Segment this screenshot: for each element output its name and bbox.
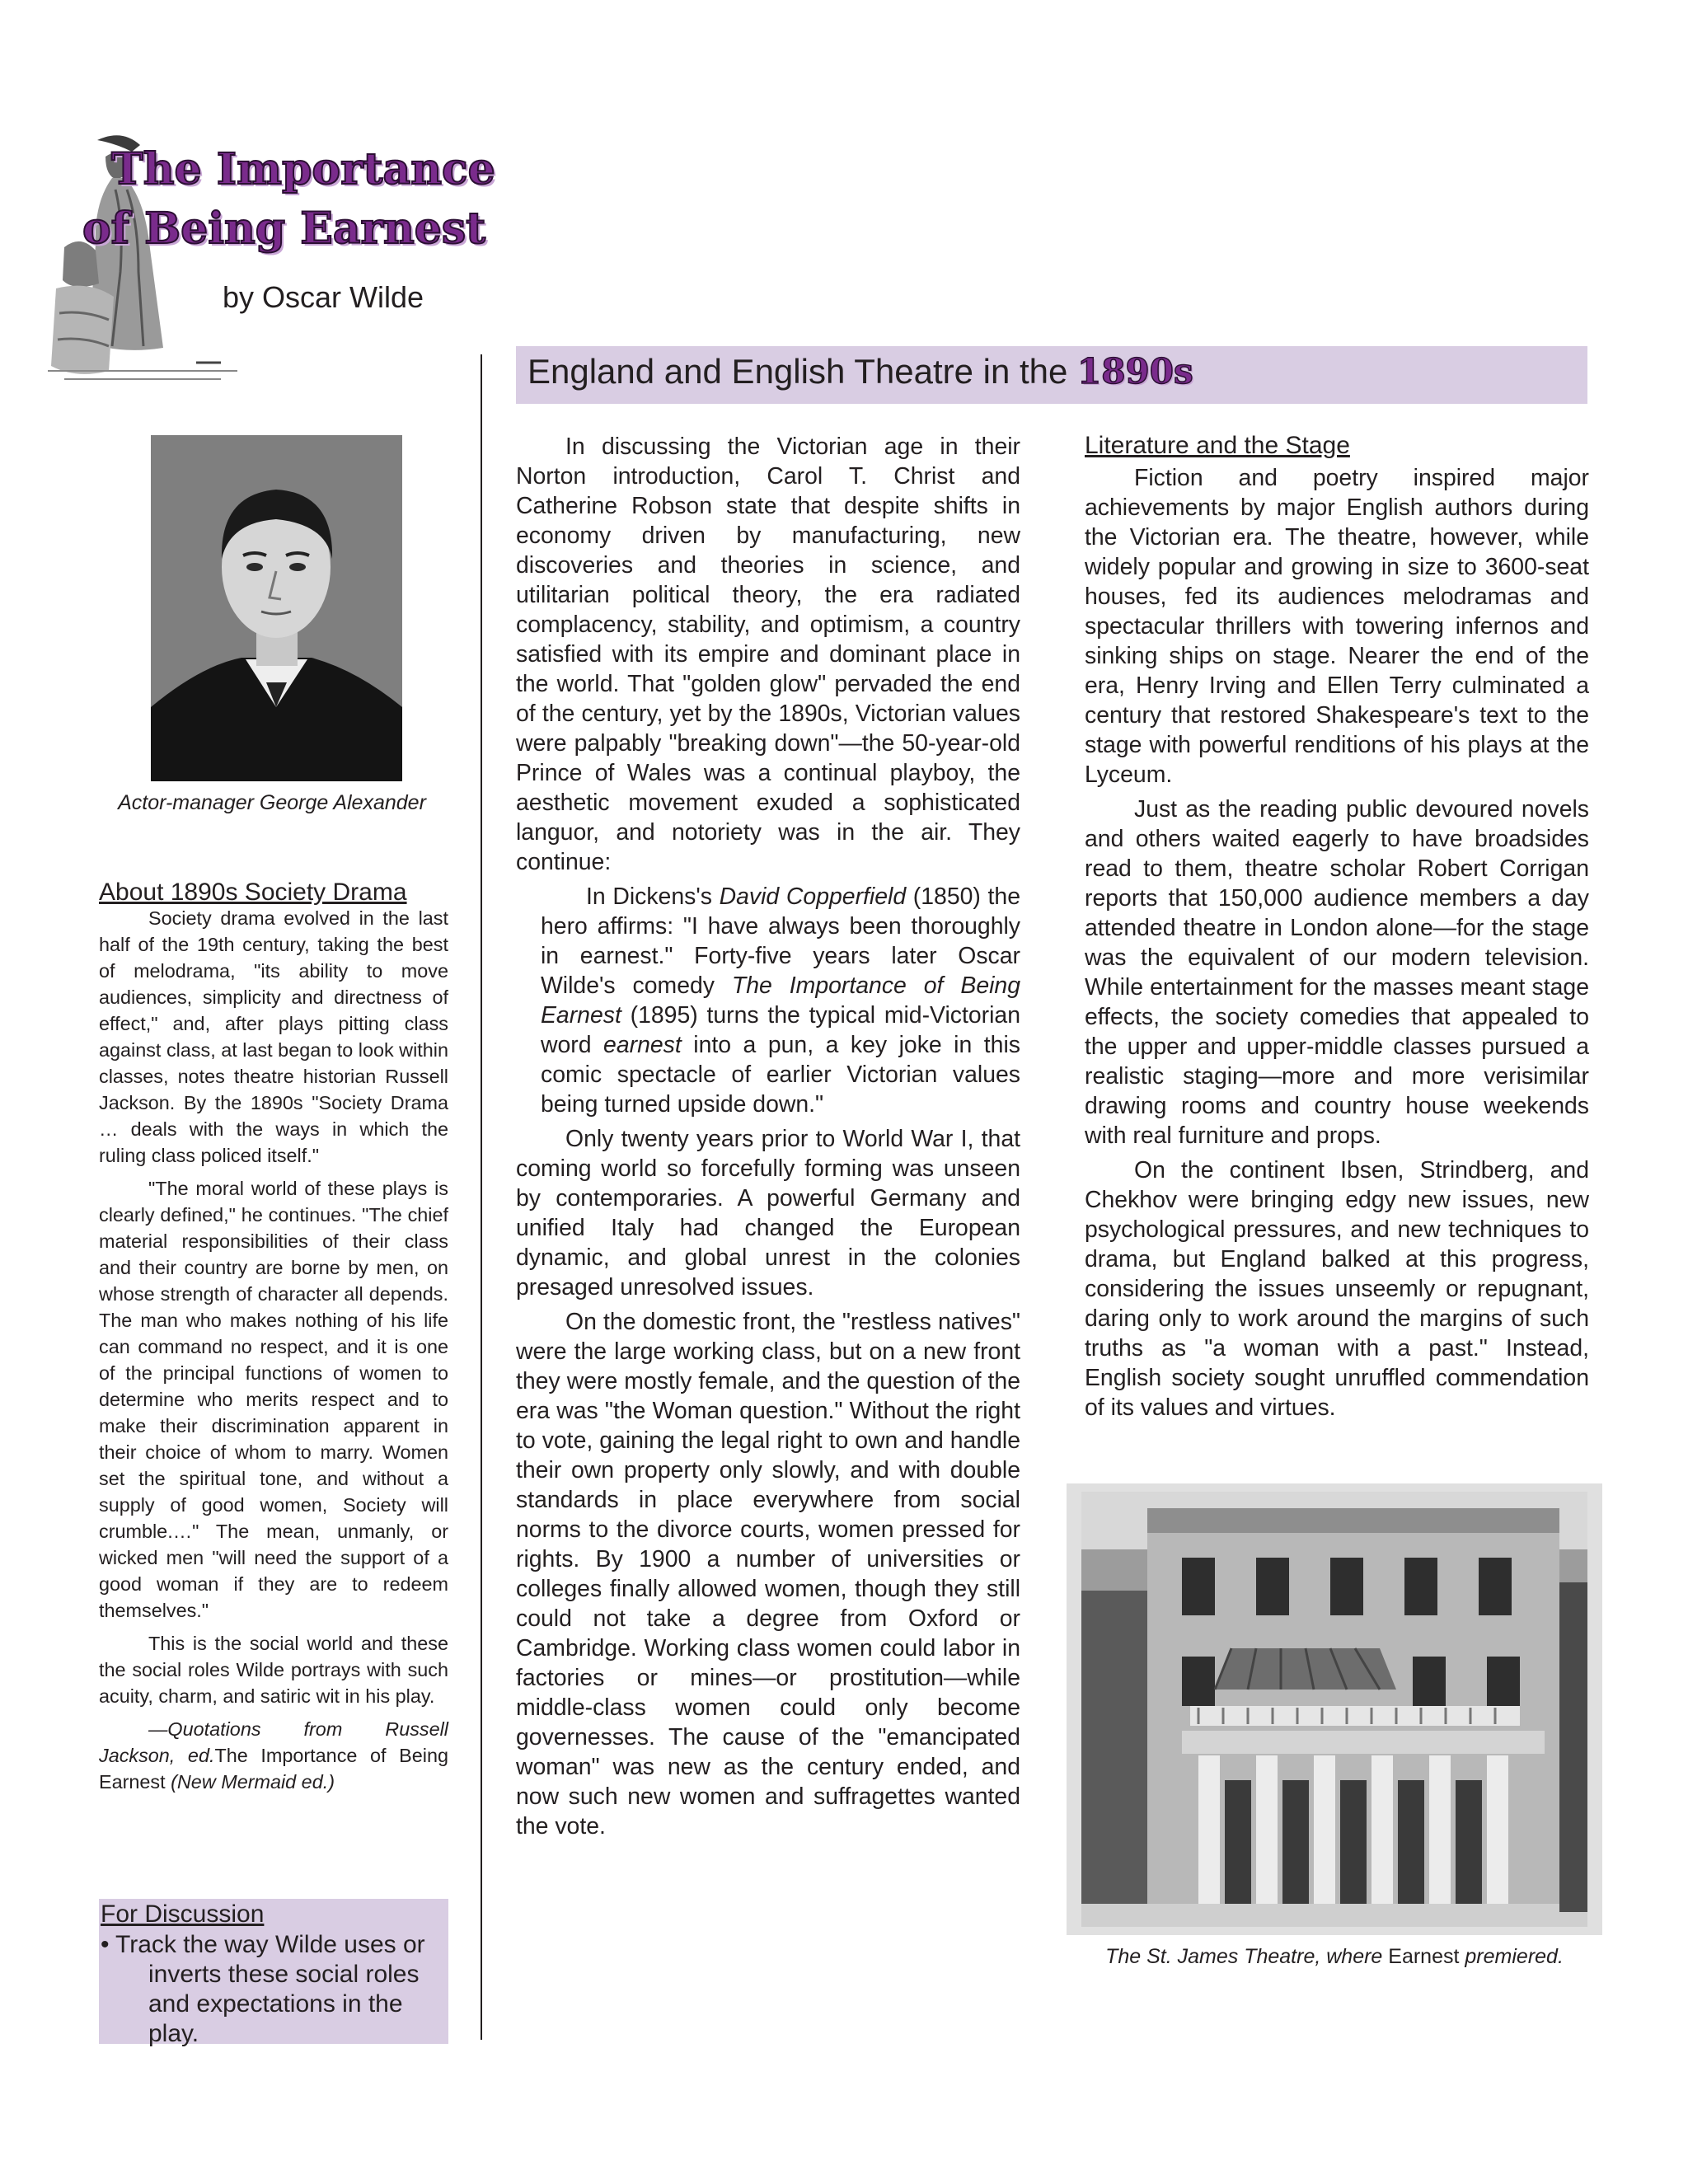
discussion-line: Track the way Wilde uses or <box>115 1931 425 1958</box>
body-paragraph: Fiction and poetry inspired major achievements by major English authors during the Victorian era. The theatre, however, while widely popular and growing in size to 3600-seat houses, fed its audiences melodramas and spectacular thrillers with towering infernos and sinking ships on stage. Nearer the end of the era, Henry Irving and Ellen Terry culminated a century that restored Shakespeare's text to the stage with powerful renditions of his plays at the Lyceum. <box>1085 465 1589 788</box>
about-society-drama-heading: About 1890s Society Drama <box>99 879 407 906</box>
body-paragraph: On the continent Ibsen, Strindberg, and Chekhov were bringing edgy new issues, new psychological pressures, and new techniques to drama, but England balked at this progress, considering the issues unseemly or repugnant, daring only to work around the margins of such truths as "a woman with a past." Instead, English society sought unruffled commendation of its values and virtues. <box>1085 1157 1589 1421</box>
victorian-context-column <box>516 432 1020 1846</box>
body-paragraph: On the domestic front, the "restless natives" were the large working class, but on a new front they were mostly female, and the question of the era was "the Woman question." Without the right to vote, gaining the legal right to own and handle their own property only slowly, and with double standards in place everywhere from social norms to the divorce courts, women pressed for rights. By 1900 a number of universities or colleges finally allowed women, though they still could not take a degree from Oxford or Cambridge. Working class women could labor in factories or mines—or prostitution—while middle-class women could only become governesses. The cause of the "emancipated woman" was new as the century ended, and now such new women and suffragettes wanted the vote. <box>516 1309 1020 1840</box>
caption-play-title: Earnest <box>1388 1945 1460 1968</box>
logo-title-line2: of Being Earnest <box>82 204 486 254</box>
body-paragraph: In discussing the Victorian age in their Norton introduction, Carol T. Christ and Catherine Robson state that despite shifts in economy driven by manufacturing, new discoveries and theories in science, and utilitarian political theory, the era radiated complacency, stability, and optimism, a country satisfied with its empire and dominant place in the world. That "golden glow" pervaded the end of the century, yet by the 1890s, Victorian values were palpably "breaking down"—the 50-year-old Prince of Wales was a continual playboy, the aesthetic movement exuded a sophisticated languor, and notoriety was in the air. They continue: <box>516 434 1020 875</box>
block-quote <box>516 882 1020 1119</box>
discussion-line: inverts these social roles <box>148 1961 420 1988</box>
about-society-drama-text <box>99 905 448 1802</box>
literature-stage-heading: Literature and the Stage <box>1085 432 1350 459</box>
caption-text: The St. James Theatre, where <box>1105 1945 1389 1968</box>
attribution-book: The Importance of Being Earnest <box>99 1745 448 1793</box>
body-paragraph: Only twenty years prior to World War I, that coming world so forcefully forming was unseen by contemporaries. A powerful Germany and unified Italy had changed the European dynamic, and global unrest in the colonies presaged unresolved issues. <box>516 1126 1020 1301</box>
literature-stage-column <box>1085 463 1589 1427</box>
george-alexander-portrait <box>151 435 402 781</box>
about-paragraph: Society drama evolved in the last half of the 19th century, taking the best of melodrama, "its ability to move audiences, simplicity and directness of effect," and, after plays pitting class against class, at last began to look within classes, notes theatre historian Russell Jackson. By the 1890s "Society Drama … deals with the ways in which the ruling class policed itself." <box>99 907 448 1166</box>
discussion-item <box>101 1930 447 2049</box>
quote-text: (1895) turns the typical mid-Victorian word <box>541 1002 1020 1058</box>
quote-text: into a pun, a key joke in this comic spectacle of earlier Victorian values being turned upside down." <box>541 1032 1020 1118</box>
discussion-line: and expectations in the play. <box>148 1990 403 2047</box>
about-paragraph: "The moral world of these plays is clearly defined," he continues. "The chief material responsibilities of their class and their country are borne by men, on whose strength of character all depends. The man who makes nothing of his life can command no respect, and it is one of the principal functions of women to determine who merits respect and to make their discrimination apparent in their choice of whom to marry. Women set the spiritual tone, and without a supply of good women, Society will crumble.…" The mean, unmanly, or wicked men "will need the support of a good woman if they are to redeem themselves." <box>99 1178 448 1621</box>
theatre-photo-caption <box>1067 1945 1602 1969</box>
about-paragraph: This is the social world and these the social roles Wilde portrays with such acuity, charm, and satiric wit in his play. <box>99 1633 448 1707</box>
portrait-caption: Actor-manager George Alexander <box>118 791 426 814</box>
attribution-edition: (New Mermaid ed.) <box>165 1771 335 1793</box>
quote-book-title: David Copperfield <box>719 883 907 910</box>
discussion-heading: For Discussion <box>101 1900 265 1928</box>
quote-word: earnest <box>603 1032 682 1058</box>
attribution-lead: —Quotations from Russell Jackson, ed. <box>99 1718 448 1766</box>
quotation-attribution <box>99 1716 448 1795</box>
column-divider <box>481 354 482 2040</box>
section-banner-title <box>528 351 1193 391</box>
quote-text: In Dickens's <box>586 883 720 910</box>
bullet-icon: • <box>101 1931 110 1958</box>
quote-text: (1850) the hero affirms: "I have always been thoroughly in earnest." Forty-five years later Oscar Wilde's comedy <box>541 883 1021 999</box>
author-byline: by Oscar Wilde <box>223 280 424 314</box>
banner-decade: 1890s <box>1077 351 1193 391</box>
st-james-theatre-photo <box>1067 1483 1602 1935</box>
logo-title-line1: The Importance <box>111 144 495 194</box>
quote-book-title: The Importance of Being Earnest <box>541 972 1020 1029</box>
body-paragraph: Just as the reading public devoured novels and others waited eagerly to have broadsides read to them, theatre scholar Robert Corrigan reports that 150,000 audience members a day attended theatre in London alone—for the stage was the equivalent of our modern television. While entertainment for the masses meant stage effects, the society comedies that appealed to the upper and upper-middle classes pursued a realistic staging—more and more verisimilar drawing rooms and country house weekends with real furniture and props. <box>1085 796 1589 1149</box>
banner-title-text: England and English Theatre in the <box>528 352 1078 391</box>
caption-text: premiered. <box>1459 1945 1564 1968</box>
